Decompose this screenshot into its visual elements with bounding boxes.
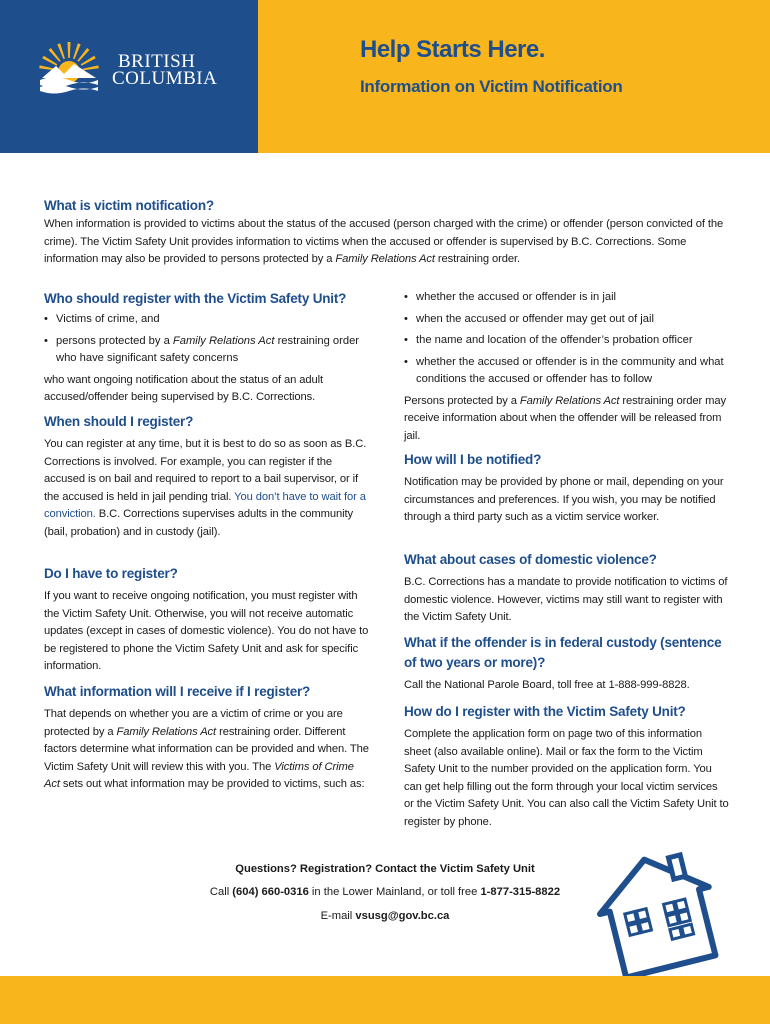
contact-phone-line: Call (604) 660-0316 in the Lower Mainland, or toll free 1-877-315-8822 — [209, 886, 561, 898]
list-item: • when the accused or offender may get out of jail — [404, 311, 730, 329]
bc-sun-logo-icon — [38, 38, 100, 94]
page-subtitle: Information on Victim Notification — [360, 77, 623, 96]
text-what-info: That depends on whether you are a victim of crime or you are protected by a Family Relations Act restraining order. Different factors determine what information can be provided and when. The Victim Safety Unit will review this with you. The Victims of Crime Act sets out what information may be provided to victims, such as: — [44, 708, 369, 790]
heading-when-register: When should I register? — [44, 414, 194, 429]
section-how-notified — [404, 450, 730, 527]
list-item: • whether the accused or offender is in jail — [404, 289, 730, 307]
section-info-list — [404, 289, 730, 445]
text-domestic: B.C. Corrections has a mandate to provide notification to victims of domestic violence. However, victims may still want to register with the Victim Safety Unit. — [404, 576, 728, 623]
section-what-info — [44, 682, 372, 794]
house-illustration — [588, 840, 728, 985]
list-info — [404, 289, 730, 389]
section-how-register — [404, 702, 730, 831]
text-what-is: When information is provided to victims about the status of the accused (person charged with the crime) or offender (person convicted of the crime). The Victim Safety Unit provides information to victims when the accused or offender is supervised by B.C. Corrections. Some information may also be provided to persons protected by a Family Relations Act restraining order. — [44, 218, 724, 265]
text-when-register: You can register at any time, but it is best to do so as soon as B.C. Corrections is involved. For example, you can register if the accused is on bail and required to report to a bail supervisor, or if the accused is held in jail pending trial. You don’t have to wait for a conviction. B.C. Corrections supervises adults in the community (bail, probation) and in custody (jail). — [44, 438, 367, 538]
list-item: • persons protected by a Family Relations Act restraining order who have significant safety concerns — [44, 333, 374, 368]
logo-text-british: BRITISH — [118, 51, 196, 72]
list-item: • the name and location of the offender’s probation officer — [404, 332, 730, 350]
heading-have-to: Do I have to register? — [44, 566, 178, 581]
no-conviction-note: You don’t have to wait for a conviction. — [44, 490, 366, 520]
section-domestic — [404, 550, 730, 627]
section-what-is — [44, 196, 730, 269]
phone-local[interactable]: (604) 660-0316 — [232, 886, 309, 898]
heading-what-is: What is victim notification? — [44, 198, 214, 213]
heading-domestic: What about cases of domestic violence? — [404, 552, 657, 567]
phone-toll-free[interactable]: 1-877-315-8822 — [480, 886, 561, 898]
house-icon — [588, 840, 728, 980]
list-item: • Victims of crime, and — [44, 311, 374, 329]
list-who-register — [44, 311, 374, 368]
text-how-register: Complete the application form on page two of this information sheet (also available online). Mail or fax the form to the Victim Safety Unit to the number provided on the application form. You can get help filling out the form through your local victim services or the Victim Safety Unit. You can also call the Victim Safety Unit to register by phone. — [404, 728, 729, 828]
text-how-notified: Notification may be provided by phone or mail, depending on your circumstances and preferences. If you wish, you may be notified through a third party such as a victim service worker. — [404, 476, 724, 523]
text-have-to: If you want to receive ongoing notification, you must register with the Victim Safety Unit. Otherwise, you will not receive automatic updates (except in cases of domestic violence). You do not have to be registered to phone the Victim Safety Unit and ask for specific information. — [44, 590, 369, 672]
heading-who-register: Who should register with the Victim Safety Unit? — [44, 291, 347, 306]
header-logo-panel — [0, 0, 258, 153]
text-federal: Call the National Parole Board, toll free at 1-888-999-8828. — [404, 679, 690, 691]
text-info-list-after: Persons protected by a Family Relations Act restraining order may receive information about when the offender will be released from jail. — [404, 394, 727, 442]
text-who-register: who want ongoing notification about the status of an adult accused/offender being supervised by B.C. Corrections. — [44, 373, 324, 403]
page-title: Help Starts Here. — [360, 36, 545, 63]
heading-what-info: What information will I receive if I register? — [44, 684, 311, 699]
footer-bar — [0, 976, 770, 1024]
section-when-register — [44, 412, 372, 541]
logo-text-columbia: COLUMBIA — [112, 68, 218, 89]
list-item: • whether the accused or offender is in the community and what conditions the accused or offender has to follow — [404, 354, 730, 389]
contact-email-line: E-mail vsusg@gov.bc.ca — [320, 910, 450, 922]
section-have-to — [44, 564, 372, 676]
section-who-register — [44, 289, 374, 407]
bc-logo — [38, 38, 218, 99]
heading-how-notified: How will I be notified? — [404, 452, 542, 467]
heading-federal: What if the offender is in federal custody (sentence of two years or more)? — [404, 635, 722, 670]
contact-heading: Questions? Registration? Contact the Victim Safety Unit — [235, 863, 535, 875]
email-link[interactable]: vsusg@gov.bc.ca — [355, 910, 450, 922]
section-federal — [404, 633, 730, 695]
heading-how-register: How do I register with the Victim Safety Unit? — [404, 704, 686, 719]
